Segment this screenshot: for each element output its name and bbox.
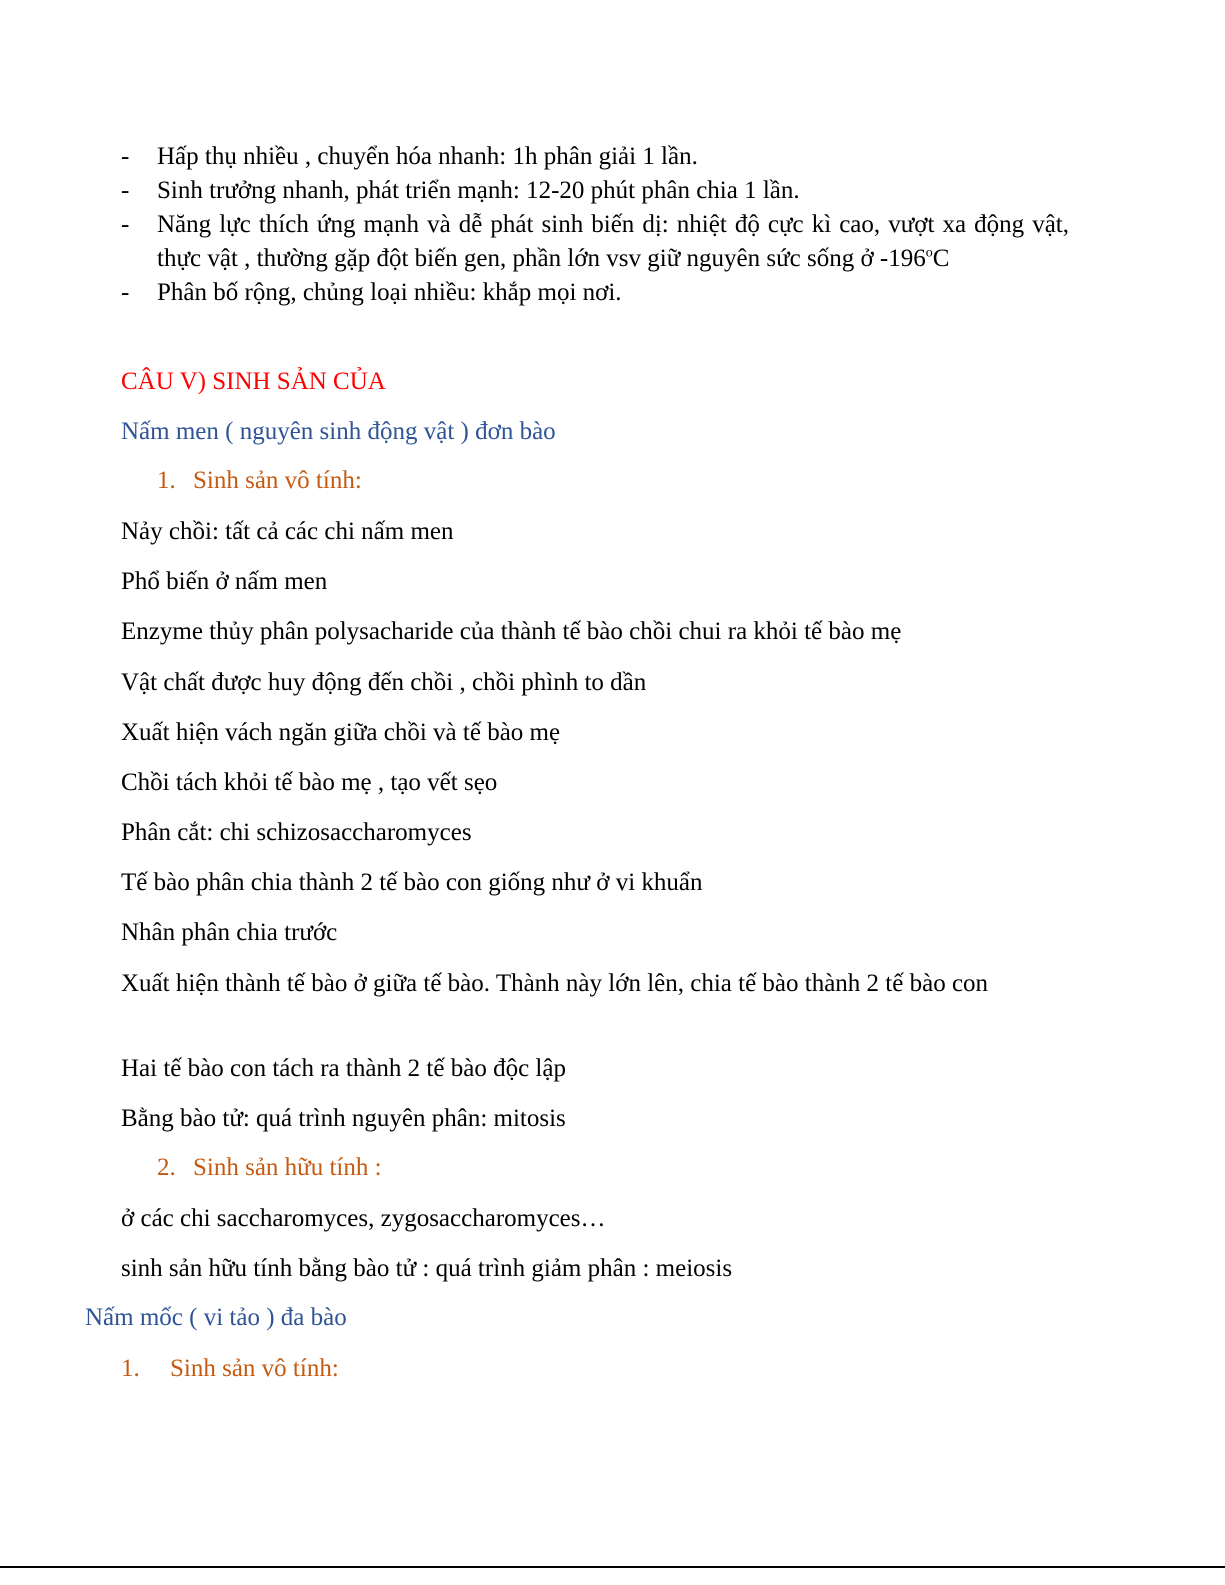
text-line: sinh sản hữu tính bằng bào tử : quá trình giảm phân : meiosis bbox=[121, 1255, 733, 1282]
page-bottom-rule bbox=[0, 1566, 1225, 1568]
heading-title: Sinh sản vô tính: bbox=[193, 467, 362, 494]
bullet-dash: - bbox=[121, 211, 130, 238]
heading-title: Sinh sản vô tính: bbox=[170, 1355, 339, 1382]
text-line: Bằng bào tử: quá trình nguyên phân: mitosis bbox=[121, 1105, 566, 1132]
bullet-text: Sinh trưởng nhanh, phát triển mạnh: 12-20 phút phân chia 1 lần. bbox=[157, 177, 800, 204]
degree-symbol: o bbox=[925, 245, 933, 261]
subheading-yeast: Nấm men ( nguyên sinh động vật ) đơn bào bbox=[121, 418, 556, 445]
bullet-dash: - bbox=[121, 177, 130, 204]
yeast-asexual-heading bbox=[157, 464, 1105, 498]
heading-number: 1. bbox=[157, 467, 176, 494]
list-item bbox=[121, 140, 1069, 174]
bullet-text: Hấp thụ nhiều , chuyển hóa nhanh: 1h phân giải 1 lần. bbox=[157, 143, 698, 170]
list-item bbox=[121, 276, 1069, 310]
text-line: Vật chất được huy động đến chồi , chồi phình to dần bbox=[121, 669, 647, 696]
yeast-sexual-heading bbox=[157, 1151, 1105, 1185]
text-line: Tế bào phân chia thành 2 tế bào con giống như ở vi khuẩn bbox=[121, 869, 703, 896]
text-line: Nhân phân chia trước bbox=[121, 919, 338, 946]
text-line: Nảy chồi: tất cả các chi nấm men bbox=[121, 518, 454, 545]
bullet-dash: - bbox=[121, 279, 130, 306]
mold-asexual-heading bbox=[121, 1352, 1069, 1386]
heading-number: 2. bbox=[157, 1154, 176, 1181]
bullet-text: Năng lực thích ứng mạnh và dễ phát sinh biến dị: nhiệt độ cực kì cao, vượt xa động vật, thực vật , thường gặp đột biến gen, phần lớn vsv giữ nguyên sức sống ở -196 bbox=[157, 211, 1069, 272]
temperature-unit: C bbox=[932, 245, 950, 272]
bullet-dash: - bbox=[121, 143, 130, 170]
text-line: Phổ biến ở nấm men bbox=[121, 568, 328, 595]
text-line: Hai tế bào con tách ra thành 2 tế bào độc lập bbox=[121, 1055, 566, 1082]
bullet-text: Phân bố rộng, chủng loại nhiều: khắp mọi nơi. bbox=[157, 279, 622, 306]
list-item bbox=[121, 208, 1069, 276]
text-line: Chồi tách khỏi tế bào mẹ , tạo vết sẹo bbox=[121, 769, 498, 796]
text-line: ở các chi saccharomyces, zygosaccharomyces… bbox=[121, 1205, 606, 1232]
heading-number: 1. bbox=[121, 1355, 140, 1382]
text-line: Xuất hiện thành tế bào ở giữa tế bào. Thành này lớn lên, chia tế bào thành 2 tế bào con bbox=[121, 970, 989, 997]
text-line: Phân cắt: chi schizosaccharomyces bbox=[121, 819, 472, 846]
list-item bbox=[121, 174, 1069, 208]
section-heading: CÂU V) SINH SẢN CỦA bbox=[121, 368, 386, 395]
text-line: Xuất hiện vách ngăn giữa chồi và tế bào mẹ bbox=[121, 719, 561, 746]
heading-title: Sinh sản hữu tính : bbox=[193, 1154, 382, 1181]
text-line: Enzyme thủy phân polysacharide của thành tế bào chồi chui ra khỏi tế bào mẹ bbox=[121, 618, 902, 645]
subheading-mold: Nấm mốc ( vi tảo ) đa bào bbox=[85, 1304, 347, 1331]
characteristics-list bbox=[121, 140, 1069, 310]
